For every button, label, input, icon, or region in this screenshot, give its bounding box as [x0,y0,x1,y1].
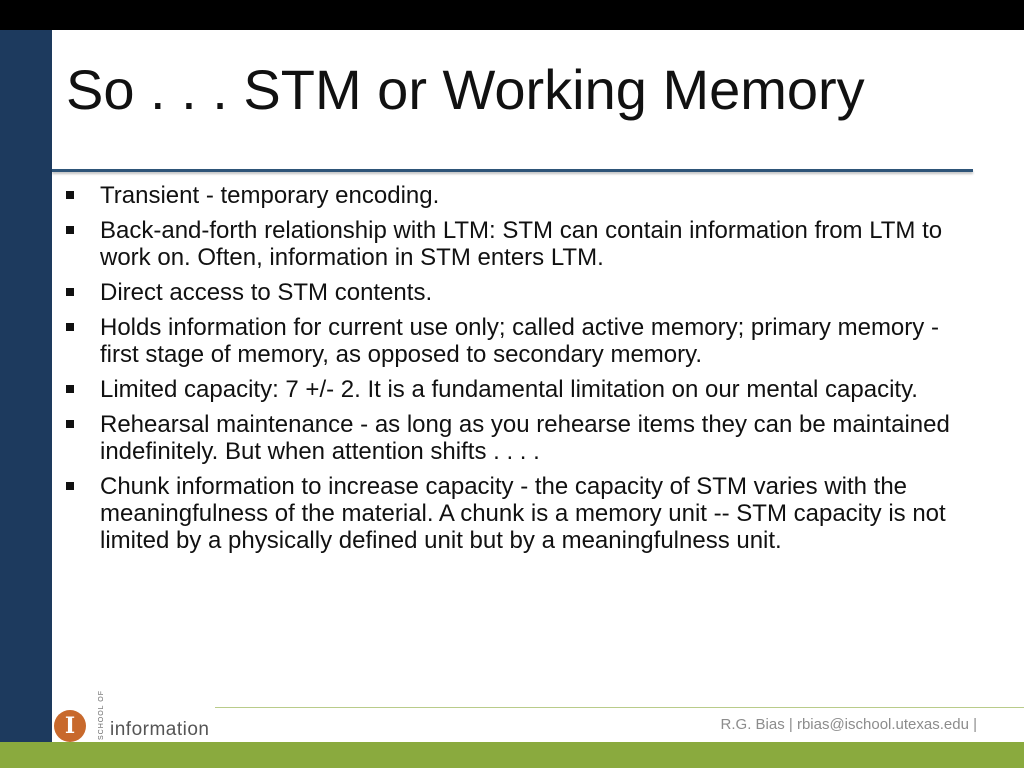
bullet-item [60,376,970,403]
bullet-text: Direct access to STM contents. [100,279,433,306]
square-bullet-icon [66,385,74,393]
bullet-text: Rehearsal maintenance - as long as you rehearse items they can be maintained indefinitely. But when attention shifts . . . . [100,411,950,465]
logo-information-text: information [110,719,210,740]
square-bullet-icon [66,482,74,490]
slide-title: So . . . STM or Working Memory [66,58,865,121]
bullet-text: Chunk information to increase capacity - the capacity of STM varies with the meaningfulness of the material. A chunk is a memory unit -- STM capacity is not limited by a physically defined unit but by a meaningfulness unit. [100,473,946,554]
footer-credit: R.G. Bias | rbias@ischool.utexas.edu | [720,716,977,733]
top-black-bar [0,0,1024,30]
bullet-item [60,182,970,209]
left-navy-band [0,30,52,742]
bullet-item [60,411,970,465]
bullet-item [60,314,970,368]
bullet-text: Holds information for current use only; called active memory; primary memory - first stage of memory, as opposed to secondary memory. [100,314,939,368]
bullet-list [60,182,970,562]
square-bullet-icon [66,323,74,331]
bottom-green-bar [0,742,1024,768]
square-bullet-icon [66,191,74,199]
bullet-text: Back-and-forth relationship with LTM: STM can contain information from LTM to work on. Often, information in STM enters LTM. [100,217,943,271]
i-school-icon: I [54,710,86,742]
footer-divider [215,707,1024,708]
bullet-item [60,473,970,554]
square-bullet-icon [66,226,74,234]
bullet-text: Limited capacity: 7 +/- 2. It is a fundamental limitation on our mental capacity. [100,376,918,403]
bullet-text: Transient - temporary encoding. [100,182,440,209]
title-divider [52,169,973,172]
school-of-information-logo [54,688,224,742]
bullet-item [60,217,970,271]
square-bullet-icon [66,288,74,296]
square-bullet-icon [66,420,74,428]
bullet-item [60,279,970,306]
logo-school-of-text: SCHOOL OF [98,690,105,740]
